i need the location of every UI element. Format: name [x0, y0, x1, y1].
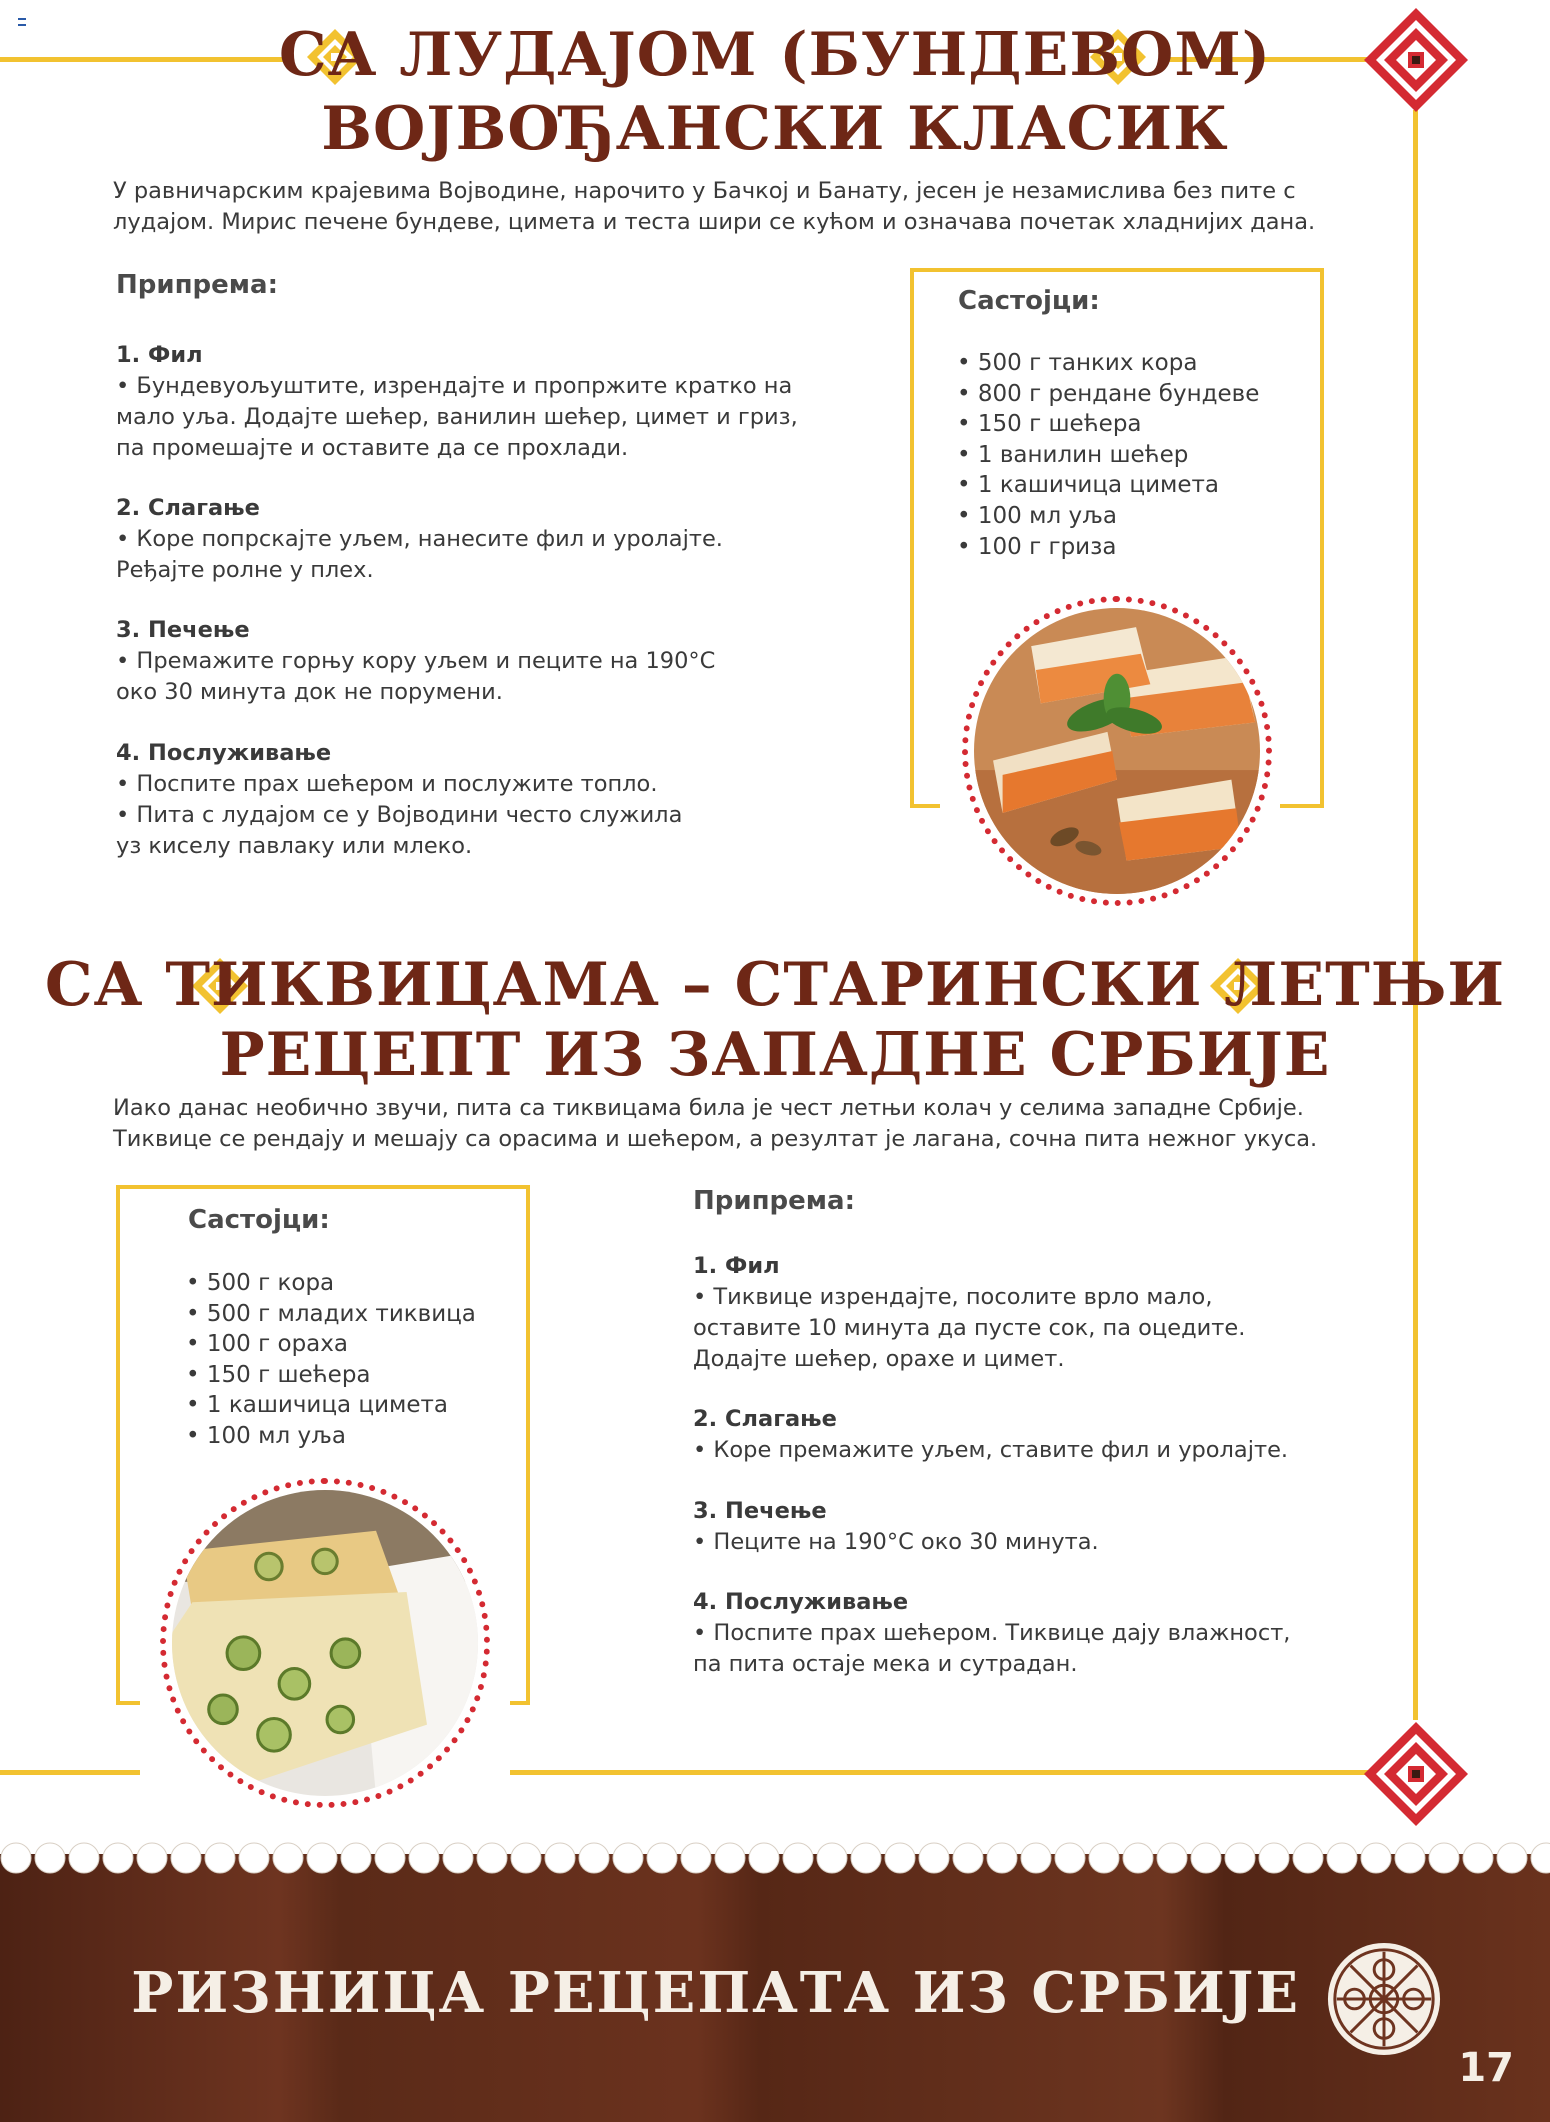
step-line: па промешајте и оставите да се прохлади. — [116, 435, 629, 461]
step-line: Додајте шећер, орахе и цимет. — [693, 1346, 1065, 1372]
page-number: 17 — [1458, 2045, 1514, 2091]
recipe2-prep-heading: Припрема: — [693, 1186, 855, 1216]
pumpkin-pie-image — [974, 608, 1260, 894]
recipe1-step — [116, 738, 682, 862]
red-folk-emblem-icon — [1362, 1720, 1470, 1828]
ingredient-item: • 1 кашичица цимета — [186, 1390, 476, 1421]
recipe1-intro-line: лудајом. Мирис печене бундеве, цимета и теста шири се кућом и означава почетак хладнијих дана. — [113, 209, 1316, 235]
ingredient-item: • 500 г младих тиквица — [186, 1299, 476, 1330]
step-line: уз киселу павлаку или млеко. — [116, 833, 473, 859]
step-line: • Поспите прах шећером и послужите топло. — [116, 771, 658, 797]
pumpkin-pie-photo — [962, 596, 1272, 906]
step-title: 4. Послуживање — [693, 1589, 909, 1615]
step-line: око 30 минута док не порумени. — [116, 679, 503, 705]
step-line: • Премажите горњу кору уљем и пеците на 190°C — [116, 648, 716, 674]
recipe1-step — [116, 493, 723, 586]
step-line: • Коре попрскајте уљем, нанесите фил и уролајте. — [116, 526, 723, 552]
recipe1-intro — [113, 176, 1315, 238]
recipe1-title-line2: ВОЈВОЂАНСКИ КЛАСИК — [321, 94, 1229, 164]
step-line: • Тиквице изрендајте, посолите врло мало, — [693, 1284, 1213, 1310]
recipe1-step — [116, 615, 715, 708]
step-title: 2. Слагање — [116, 495, 260, 521]
recipe1-step — [116, 340, 798, 464]
step-title: 3. Печење — [116, 617, 250, 643]
recipe1-ingredients-heading: Састојци: — [958, 286, 1100, 316]
step-line: • Поспите прах шећером. Тиквице дају влажност, — [693, 1620, 1291, 1646]
ingredient-item: • 100 г гриза — [957, 532, 1259, 563]
step-title: 4. Послуживање — [116, 740, 332, 766]
recipe1-intro-line: У равничарским крајевима Војводине, нарочито у Бачкој и Банату, јесен је незамислива без пите с — [113, 178, 1296, 204]
recipe2-step — [693, 1496, 1099, 1558]
lace-border-icon — [0, 1840, 1550, 1880]
zucchini-pie-image — [172, 1490, 478, 1796]
step-line: оставите 10 минута да пусте сок, па оцедите. — [693, 1315, 1246, 1341]
step-line: мало уља. Додајте шећер, ванилин шећер, цимет и гриз, — [116, 404, 798, 430]
ingredient-item: • 1 кашичица цимета — [957, 470, 1259, 501]
recipe2-intro-line: Тиквице се рендају и мешају са орасима и шећером, а резултат је лагана, сочна пита нежног укуса. — [113, 1126, 1318, 1152]
step-title: 1. Фил — [116, 342, 203, 368]
recipe2-title-line2: РЕЦЕПТ ИЗ ЗАПАДНЕ СРБИЈЕ — [219, 1020, 1331, 1090]
recipe2-ingredients-list — [186, 1268, 476, 1452]
recipe2-step — [693, 1251, 1245, 1375]
step-line: • Пита с лудајом се у Војводини често служила — [116, 802, 683, 828]
ingredient-item: • 150 г шећера — [957, 409, 1259, 440]
step-line: па пита остаје мека и сутрадан. — [693, 1651, 1078, 1677]
recipe2-ingredients-heading: Састојци: — [188, 1205, 330, 1235]
book-title: РИЗНИЦА РЕЦЕПАТА ИЗ СРБИЈЕ — [131, 1960, 1300, 2026]
ingredient-item: • 500 г кора — [186, 1268, 476, 1299]
ingredient-item: • 800 г рендане бундеве — [957, 379, 1259, 410]
recipe2-intro — [113, 1093, 1317, 1155]
step-line: • Коре премажите уљем, ставите фил и уролајте. — [693, 1437, 1289, 1463]
ingredient-item: • 1 ванилин шећер — [957, 440, 1259, 471]
recipe1-title-line1: СА ЛУДАЈОМ (БУНДЕВОМ) — [278, 20, 1272, 90]
recipe2-step — [693, 1404, 1288, 1466]
ingredient-item: • 100 г ораха — [186, 1329, 476, 1360]
recipe1-prep-heading: Припрема: — [116, 270, 278, 300]
ingredient-item: • 150 г шећера — [186, 1360, 476, 1391]
frame-right-rule — [1413, 110, 1418, 1720]
step-line: Ређајте ролне у плех. — [116, 557, 374, 583]
step-line: • Бундевуољуштите, изрендајте и пропржите кратко на — [116, 373, 793, 399]
recipe2-intro-line: Иако данас необично звучи, пита са тиквицама била је чест летњи колач у селима западне Србије. — [113, 1095, 1304, 1121]
ingredient-item: • 100 мл уља — [186, 1421, 476, 1452]
step-title: 2. Слагање — [693, 1406, 837, 1432]
zucchini-pie-photo — [160, 1478, 490, 1808]
recipe2-title-line1: СА ТИКВИЦАМА – СТАРИНСКИ ЛЕТЊИ — [44, 950, 1506, 1020]
recipe1-ingredients-list — [957, 348, 1259, 562]
rosette-icon — [1325, 1940, 1443, 2058]
step-line: • Пеците на 190°C око 30 минута. — [693, 1529, 1099, 1555]
ingredient-item: • 500 г танких кора — [957, 348, 1259, 379]
recipe2-step — [693, 1587, 1290, 1680]
step-title: 1. Фил — [693, 1253, 780, 1279]
step-title: 3. Печење — [693, 1498, 827, 1524]
ingredient-item: • 100 мл уља — [957, 501, 1259, 532]
